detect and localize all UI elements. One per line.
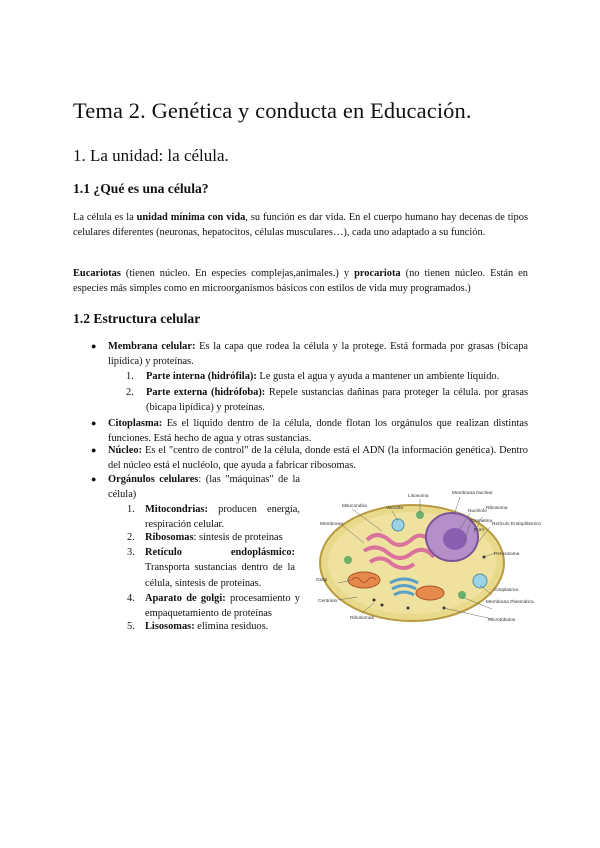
diagram-label-citoplasma: Citoplasma	[494, 588, 518, 593]
diagram-label-membrana-nuclear: Membrana Nuclear	[452, 491, 493, 496]
list-number: 2.	[126, 387, 134, 398]
diagram-label-lisosoma: Lisosoma	[408, 494, 429, 499]
bullet-organulos: Orgánulos celulares: (las "máquinas" de la célula)	[108, 474, 300, 501]
page-title: Tema 2. Genética y conducta en Educación.	[73, 98, 472, 123]
diagram-label-reticulo: Retículo Endoplásmico	[492, 522, 542, 527]
bullet-citoplasma: Citoplasma: Es el líquido dentro de la célula, donde flotan los orgánulos que realizan distintas funciones. Está hecho de agua y otras sustancias.	[108, 418, 528, 445]
bullet-icon: ●	[91, 341, 97, 351]
diagram-label-nucleolo: Nucléolo	[468, 509, 487, 514]
diagram-label-cromatina: Cromatina	[470, 519, 493, 524]
list-number: 5.	[127, 621, 135, 632]
list-item-parte-externa: Parte externa (hidrófoba): Repele sustancias dañinas para proteger la célula. por grasas (bicapa lipídica) y proteínas.	[146, 387, 528, 414]
list-item-parte-interna: Parte interna (hidrófila): Le gusta el agua y ayuda a mantener un ambiente líquido.	[146, 371, 500, 382]
list-number: 1.	[127, 504, 135, 515]
list-number: 3.	[127, 547, 135, 558]
diagram-label-peroxisoma: Peroxisoma	[494, 552, 520, 557]
paragraph-eucariotas: Eucariotas (tienen núcleo. En especies complejas,animales.) y procariota (no tienen núcleo. Están en especies más simples como en microorganismos básicos con estilos de vida muy programados.)	[73, 268, 528, 295]
bullet-icon: ●	[91, 474, 97, 484]
list-item-reticulo: Retículo endoplásmico: Transporta sustancias dentro de la célula, síntesis de proteínas.	[145, 547, 295, 589]
list-number: 2.	[127, 532, 135, 543]
diagram-label-membrana: Membrana	[320, 522, 343, 527]
bullet-icon: ●	[91, 445, 97, 455]
list-item-ribosomas: Ribosomas: síntesis de proteínas	[145, 532, 283, 543]
diagram-label-microtubulos: Microtúbulos	[488, 618, 516, 623]
diagram-label-membrana-plasmatica: Membrana Plasmática	[486, 600, 534, 605]
bullet-nucleo: Núcleo: Es el "centro de control" de la célula, donde está el ADN (la información genética). Dentro del núcleo está el nucléolo, que ayuda a fabricar ribosomas.	[108, 445, 528, 472]
bullet-icon: ●	[91, 418, 97, 428]
list-item-lisosomas: Lisosomas: elimina residuos.	[145, 621, 269, 632]
mitochondria-shape	[348, 572, 380, 588]
list-item-golgi: Aparato de golgi: procesamiento y empaquetamiento de proteínas	[145, 593, 300, 620]
subsection-heading-que-es: 1.1 ¿Qué es una célula?	[73, 181, 209, 196]
diagram-label-poro: Poro	[474, 528, 485, 533]
list-number: 1.	[126, 371, 134, 382]
subsection-heading-estructura: 1.2 Estructura celular	[73, 311, 201, 326]
diagram-label-ribosoma: Ribosoma	[486, 506, 508, 511]
list-number: 4.	[127, 593, 135, 604]
cell-diagram	[312, 485, 542, 633]
diagram-label-golgi: Golgi	[316, 578, 328, 583]
diagram-label-ribosomas: Ribosomas	[350, 616, 374, 621]
list-item-mitocondrias: Mitocondrias: producen energía, respiración celular.	[145, 504, 300, 531]
diagram-label-vacuola: Vacuola	[386, 506, 403, 511]
paragraph-celula: La célula es la unidad mínima con vida, su función es dar vida. En el cuerpo humano hay decenas de tipos celulares diferentes (neuronas, hepatocitos, células musculares…), cada uno adaptado a su función.	[73, 212, 528, 239]
diagram-label-mitocondria: Mitocondria	[342, 504, 367, 509]
section-heading: 1. La unidad: la célula.	[73, 146, 229, 165]
bullet-membrana: Membrana celular: Es la capa que rodea la célula y la protege. Está formada por grasas (bicapa lipídica) y proteínas.	[108, 341, 528, 368]
diagram-label-centriolo: Centriolo	[318, 599, 338, 604]
